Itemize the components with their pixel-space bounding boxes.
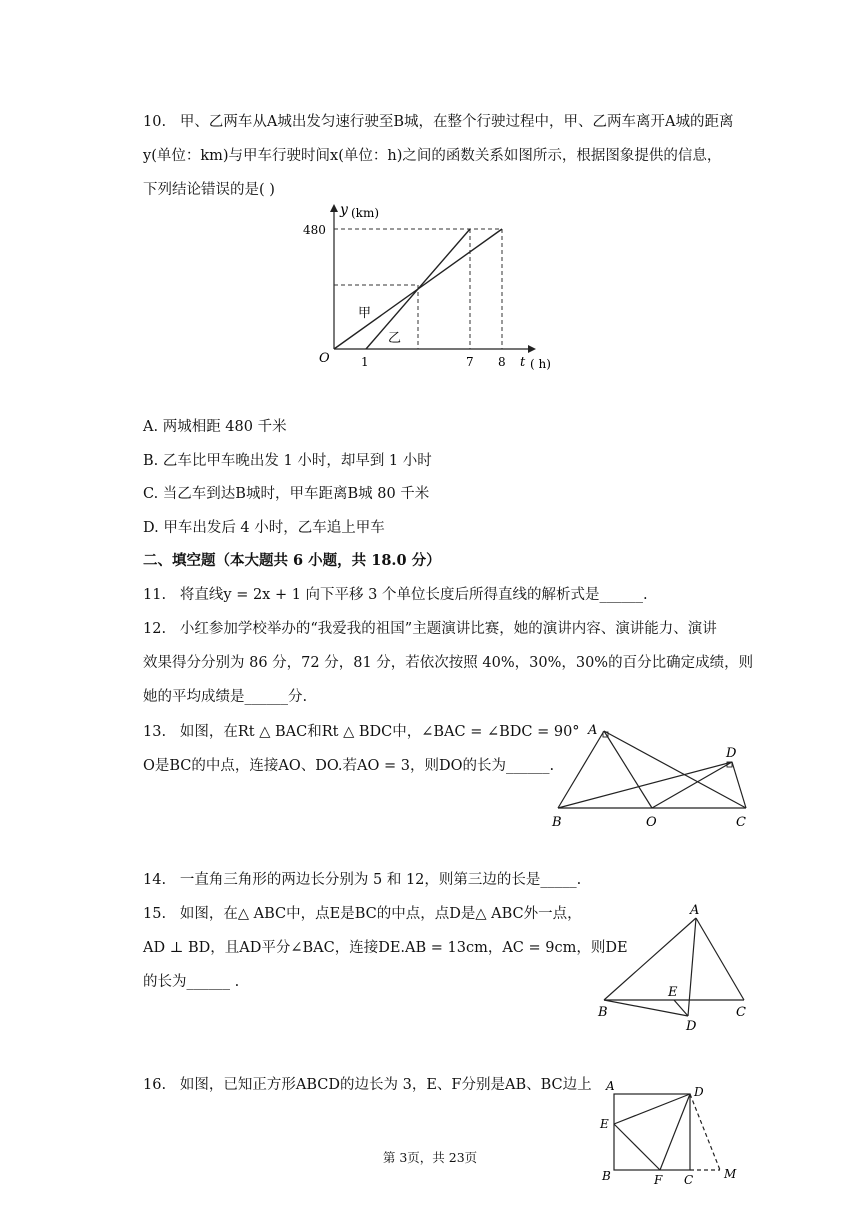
q15-label-C: C bbox=[736, 1005, 746, 1020]
q13-text-line2: O是BC的中点，连接AO、DO.若AO = 3，则DO的长为______. bbox=[143, 758, 555, 774]
q10-text-line1: 甲、乙两车从A城出发匀速行驶至B城，在整个行驶过程中，甲、乙两车离开A城的距离 bbox=[179, 114, 734, 130]
page-footer: 第 3页，共 23页 bbox=[382, 1150, 478, 1165]
q10-option-a: A. 两城相距 480 千米 bbox=[143, 419, 287, 435]
q10-option-d: D. 甲车出发后 4 小时，乙车追上甲车 bbox=[143, 520, 385, 536]
q11-text: 将直线y = 2x + 1 向下平移 3 个单位长度后所得直线的解析式是______. bbox=[179, 587, 648, 603]
y-tick-480: 480 bbox=[303, 223, 326, 237]
q13-figure bbox=[548, 718, 758, 833]
seg-BD bbox=[558, 762, 732, 808]
seg-AC bbox=[604, 731, 746, 808]
q10-distance-time-graph bbox=[300, 196, 570, 386]
q10-text-line2: y(单位：km)与甲车行驶时间x(单位：h)之间的函数关系如图所示，根据图象提供的信息， bbox=[143, 148, 722, 164]
q16-figure bbox=[596, 1076, 746, 1188]
label-jia: 甲 bbox=[358, 306, 372, 321]
q16-label-E: E bbox=[600, 1117, 609, 1131]
seg-DO bbox=[652, 762, 732, 808]
seg-AB bbox=[604, 918, 696, 1000]
q16-label-C: C bbox=[684, 1173, 694, 1187]
q15-label-A: A bbox=[690, 903, 700, 918]
x-axis-arrow bbox=[528, 345, 536, 353]
q12-line1-row bbox=[143, 619, 717, 639]
q14 bbox=[143, 870, 581, 890]
q15-line1-row bbox=[143, 904, 582, 924]
q16-label-B: B bbox=[602, 1169, 611, 1183]
q10-text-line3: 下列结论错误的是( ) bbox=[143, 182, 275, 198]
x-tick-8: 8 bbox=[498, 355, 506, 369]
q16-label-F: F bbox=[654, 1173, 663, 1187]
q10-number: 10. bbox=[143, 114, 167, 130]
q13-label-O: O bbox=[646, 815, 657, 830]
q14-number: 14. bbox=[143, 872, 167, 888]
q15-text-line3: 的长为______ . bbox=[143, 974, 240, 990]
q14-text: 一直角三角形的两边长分别为 5 和 12，则第三边的长是_____. bbox=[179, 872, 582, 888]
q15-label-D: D bbox=[686, 1019, 697, 1034]
q13-text-line1: 如图，在Rt △ BAC和Rt △ BDC中，∠BAC = ∠BDC = 90° bbox=[179, 724, 580, 740]
x-tick-7: 7 bbox=[466, 355, 474, 369]
q15-figure bbox=[592, 900, 762, 1040]
seg-AO bbox=[604, 731, 652, 808]
q11 bbox=[143, 585, 648, 605]
q16-label-M: M bbox=[724, 1167, 737, 1181]
q15-label-B: B bbox=[598, 1005, 608, 1020]
seg-AB bbox=[558, 731, 604, 808]
q16-label-D: D bbox=[694, 1085, 704, 1099]
section2-title: 二、填空题（本大题共 6 小题，共 18.0 分） bbox=[143, 552, 441, 569]
q15-number: 15. bbox=[143, 906, 167, 922]
q10-option-c: C. 当乙车到达B城时，甲车距离B城 80 千米 bbox=[143, 486, 430, 502]
q15-text-line1: 如图，在△ ABC中，点E是BC的中点，点D是△ ABC外一点， bbox=[179, 906, 582, 922]
seg-AC bbox=[696, 918, 744, 1000]
seg-AD bbox=[688, 918, 696, 1016]
x-axis-label: t bbox=[520, 355, 526, 370]
q13-label-C: C bbox=[736, 815, 746, 830]
q13-label-B: B bbox=[552, 815, 562, 830]
y-axis-label: y bbox=[340, 202, 348, 218]
y-axis-arrow bbox=[330, 204, 338, 212]
q13-label-A: A bbox=[588, 723, 598, 738]
q16-line1-row bbox=[143, 1075, 592, 1095]
q12-text-line3: 她的平均成绩是______分. bbox=[143, 689, 308, 705]
q15-label-E: E bbox=[668, 985, 678, 1000]
q13-label-D: D bbox=[726, 746, 737, 761]
q15-text-line2: AD ⊥ BD，且AD平分∠BAC，连接DE.AB = 13cm，AC = 9cm，则DE bbox=[143, 940, 628, 956]
q13-line1-row bbox=[143, 722, 580, 742]
origin-label: O bbox=[319, 351, 330, 366]
q16-text-line1: 如图，已知正方形ABCD的边长为 3，E、F分别是AB、BC边上 bbox=[179, 1077, 592, 1093]
seg-ED bbox=[614, 1094, 690, 1124]
q12-text-line2: 效果得分分别为 86 分，72 分，81 分，若依次按照 40%，30%，30%的百分比确定成绩，则 bbox=[143, 655, 754, 671]
q12-text-line1: 小红参加学校举办的“我爱我的祖国”主题演讲比赛，她的演讲内容、演讲能力、演讲 bbox=[179, 621, 717, 637]
q16-label-A: A bbox=[606, 1079, 615, 1093]
q10-number-line1 bbox=[143, 112, 734, 132]
q10-option-b: B. 乙车比甲车晚出发 1 小时，却早到 1 小时 bbox=[143, 453, 432, 469]
y-unit-label: (km) bbox=[351, 206, 380, 220]
x-tick-1: 1 bbox=[361, 355, 369, 369]
x-unit-label: ( h) bbox=[530, 357, 551, 371]
q16-number: 16. bbox=[143, 1077, 167, 1093]
q11-number: 11. bbox=[143, 587, 167, 603]
q12-number: 12. bbox=[143, 621, 167, 637]
label-yi: 乙 bbox=[388, 331, 402, 346]
q13-number: 13. bbox=[143, 724, 167, 740]
